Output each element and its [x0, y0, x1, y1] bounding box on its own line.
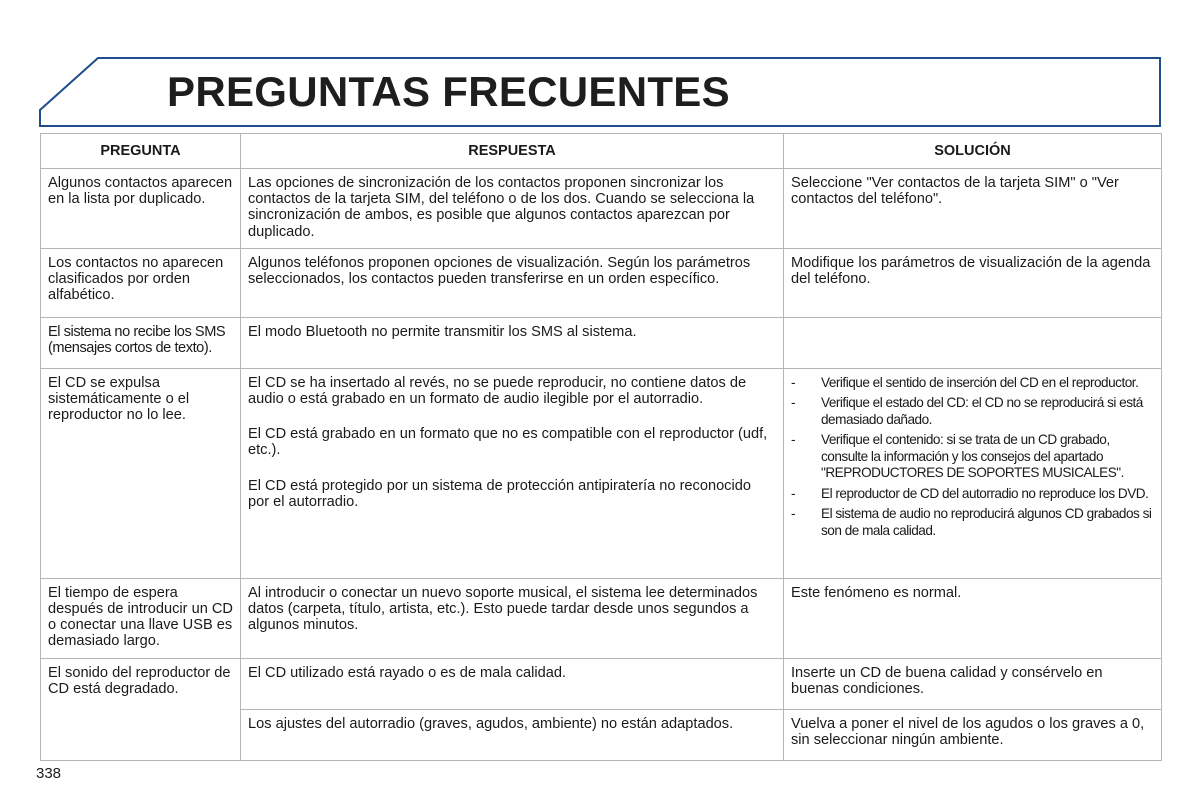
table-row [41, 578, 1162, 658]
column-header-answer: RESPUESTA [241, 134, 784, 169]
question-cell: El sistema no recibe los SMS (mensajes cortos de texto). [41, 317, 241, 368]
answer-text: Algunos teléfonos proponen opciones de visualización. Según los parámetros seleccionados, los contactos pueden transferirse en un orden específico. [248, 254, 751, 288]
solution-list [791, 375, 1154, 540]
answer-cell [241, 709, 784, 760]
answer-text: El CD está grabado en un formato que no es compatible con el reproductor (udf, etc.). [248, 426, 768, 459]
table-header-row [41, 134, 1162, 169]
table-row [41, 658, 1162, 709]
solution-cell: Seleccione "Ver contactos de la tarjeta SIM" o "Ver contactos del teléfono". [784, 169, 1162, 249]
column-header-solution: SOLUCIÓN [784, 134, 1162, 169]
solution-item: - Verifique el estado del CD: el CD no se reproducirá si está demasiado dañado. [791, 395, 1154, 428]
answer-text: El CD se ha insertado al revés, no se puede reproducir, no contiene datos de audio o está grabado en un formato de audio ilegible por el autorradio. [248, 374, 747, 408]
solution-item: - Verifique el sentido de inserción del CD en el reproductor. [791, 375, 1154, 392]
question-cell: Algunos contactos aparecen en la lista por duplicado. [41, 169, 241, 249]
answer-text: Los ajustes del autorradio (graves, agudos, ambiente) no están adaptados. [248, 715, 734, 732]
answer-cell [241, 368, 784, 578]
answer-text: El modo Bluetooth no permite transmitir los SMS al sistema. [248, 323, 637, 340]
answer-text: Al introducir o conectar un nuevo soporte musical, el sistema lee determinados datos (carpeta, título, artista, etc.). Esto puede tardar desde unos segundos a algunos minutos. [248, 584, 758, 634]
solution-item: - El sistema de audio no reproducirá algunos CD grabados si son de mala calidad. [791, 506, 1154, 539]
page-title: PREGUNTAS FRECUENTES [167, 68, 730, 115]
question-cell: Los contactos no aparecen clasificados por orden alfabético. [41, 248, 241, 317]
solution-cell: Inserte un CD de buena calidad y consérvelo en buenas condiciones. [784, 658, 1162, 709]
column-header-question: PREGUNTA [41, 134, 241, 169]
faq-table [40, 133, 1162, 761]
table-row [41, 368, 1162, 578]
table-row [41, 317, 1162, 368]
question-cell: El sonido del reproductor de CD está degradado. [41, 658, 241, 760]
answer-cell [241, 317, 784, 368]
answer-cell [241, 169, 784, 249]
table-row [41, 248, 1162, 317]
table-row [41, 169, 1162, 249]
solution-cell: Modifique los parámetros de visualización de la agenda del teléfono. [784, 248, 1162, 317]
answer-text: El CD está protegido por un sistema de protección antipiratería no reconocido por el autorradio. [248, 477, 751, 510]
answer-text: Las opciones de sincronización de los contactos proponen sincronizar los contactos de la tarjeta SIM, del teléfono o de los dos. Cuando se selecciona la sincronización de ambos, es posible que algunos contactos aparezcan por duplicado. [248, 175, 755, 240]
answer-cell [241, 248, 784, 317]
solution-cell [784, 317, 1162, 368]
solution-cell: Este fenómeno es normal. [784, 578, 1162, 658]
question-cell: El CD se expulsa sistemáticamente o el reproductor no lo lee. [41, 368, 241, 578]
solution-item: - Verifique el contenido: si se trata de un CD grabado, consulte la información y los consejos del apartado "REPRODUCTORES DE SOPORTES MUSICALES". [791, 432, 1154, 482]
answer-text: El CD utilizado está rayado o es de mala calidad. [248, 664, 566, 681]
solution-cell: Vuelva a poner el nivel de los agudos o los graves a 0, sin seleccionar ningún ambiente. [784, 709, 1162, 760]
solution-item: - El reproductor de CD del autorradio no reproduce los DVD. [791, 486, 1154, 503]
answer-cell [241, 658, 784, 709]
answer-cell [241, 578, 784, 658]
header-banner [0, 0, 1200, 135]
question-cell: El tiempo de espera después de introducir un CD o conectar una llave USB es demasiado largo. [41, 578, 241, 658]
page-number: 338 [36, 765, 62, 782]
solution-cell [784, 368, 1162, 578]
